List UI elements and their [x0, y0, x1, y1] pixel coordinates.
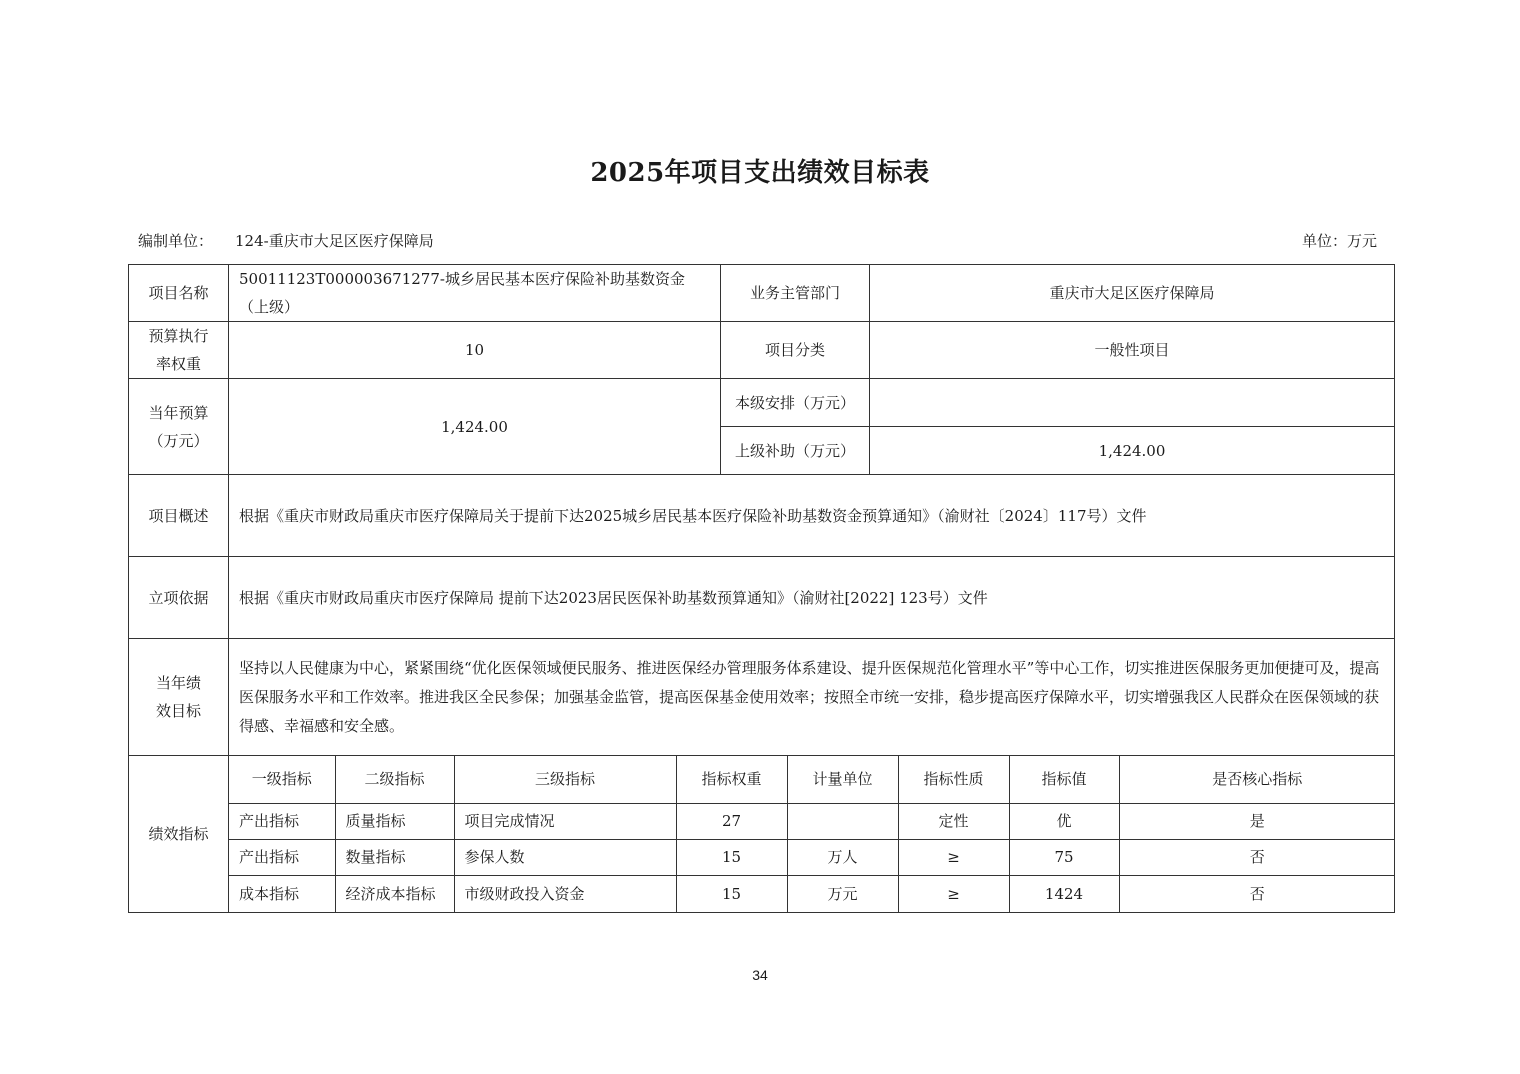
upper-label: 上级补助（万元） [721, 427, 870, 475]
category-label: 项目分类 [721, 322, 870, 379]
table-row [229, 803, 1395, 839]
indicators-label: 绩效指标 [129, 756, 229, 913]
table-cell: ≥ [898, 839, 1009, 875]
unit-name: 124-重庆市大足区医疗保障局 [235, 232, 434, 250]
indicators-table [229, 756, 1395, 912]
table-row [229, 839, 1395, 875]
table-cell: 经济成本指标 [335, 875, 454, 912]
header-cell: 指标权重 [676, 756, 787, 803]
table-cell: 成本指标 [229, 875, 335, 912]
table-cell: 数量指标 [335, 839, 454, 875]
header-cell: 是否核心指标 [1119, 756, 1395, 803]
header-cell: 指标值 [1009, 756, 1119, 803]
table-cell: 15 [676, 839, 787, 875]
project-name-label: 项目名称 [129, 265, 229, 322]
unit-info [138, 230, 434, 251]
overview-label: 项目概述 [129, 475, 229, 557]
performance-table [128, 264, 1395, 913]
table-cell: 万人 [787, 839, 898, 875]
project-name-value: 50011123T000003671277-城乡居民基本医疗保险补助基数资金（上级） [229, 265, 721, 322]
basis-value: 根据《重庆市财政局重庆市医疗保障局 提前下达2023居民医保补助基数预算通知》（渝财社[2022] 123号）文件 [229, 557, 1395, 639]
indicators-cell [229, 756, 1395, 913]
category-value: 一般性项目 [870, 322, 1395, 379]
goal-label: 当年绩效目标 [129, 639, 229, 756]
table-cell [787, 803, 898, 839]
weight-value: 10 [229, 322, 721, 379]
header-cell: 一级指标 [229, 756, 335, 803]
basis-label: 立项依据 [129, 557, 229, 639]
table-cell: 优 [1009, 803, 1119, 839]
header-cell: 三级指标 [454, 756, 676, 803]
header-cell: 二级指标 [335, 756, 454, 803]
table-cell: 项目完成情况 [454, 803, 676, 839]
dept-label: 业务主管部门 [721, 265, 870, 322]
table-cell: 15 [676, 875, 787, 912]
table-cell: ≥ [898, 875, 1009, 912]
budget-label: 当年预算（万元） [129, 379, 229, 475]
table-cell: 定性 [898, 803, 1009, 839]
page-number: 34 [752, 967, 768, 983]
table-cell: 万元 [787, 875, 898, 912]
table-cell: 27 [676, 803, 787, 839]
header-cell: 指标性质 [898, 756, 1009, 803]
table-cell: 产出指标 [229, 803, 335, 839]
indicators-header-row [229, 756, 1395, 803]
header-cell: 计量单位 [787, 756, 898, 803]
table-cell: 否 [1119, 839, 1395, 875]
weight-label: 预算执行率权重 [129, 322, 229, 379]
table-cell: 1424 [1009, 875, 1119, 912]
table-cell: 否 [1119, 875, 1395, 912]
table-cell: 75 [1009, 839, 1119, 875]
local-label: 本级安排（万元） [721, 379, 870, 427]
table-cell: 是 [1119, 803, 1395, 839]
table-cell: 市级财政投入资金 [454, 875, 676, 912]
table-cell: 质量指标 [335, 803, 454, 839]
overview-value: 根据《重庆市财政局重庆市医疗保障局关于提前下达2025城乡居民基本医疗保险补助基数资金预算通知》（渝财社〔2024〕117号）文件 [229, 475, 1395, 557]
budget-value: 1,424.00 [229, 379, 721, 475]
table-cell: 产出指标 [229, 839, 335, 875]
local-value [870, 379, 1395, 427]
page-title: 2025年项目支出绩效目标表 [590, 158, 930, 188]
unit-label: 编制单位： [138, 232, 214, 250]
dept-value: 重庆市大足区医疗保障局 [870, 265, 1395, 322]
goal-value: 坚持以人民健康为中心，紧紧围绕“优化医保领域便民服务、推进医保经办管理服务体系建设、提升医保规范化管理水平”等中心工作，切实推进医保服务更加便捷可及，提高医保服务水平和工作效率。推进我区全民参保；加强基金监管，提高医保基金使用效率；按照全市统一安排，稳步提高医疗保障水平，切实增强我区人民群众在医保领域的获得感、幸福感和安全感。 [229, 639, 1395, 756]
upper-value: 1,424.00 [870, 427, 1395, 475]
money-unit: 单位：万元 [1302, 232, 1378, 250]
table-cell: 参保人数 [454, 839, 676, 875]
table-row [229, 875, 1395, 912]
